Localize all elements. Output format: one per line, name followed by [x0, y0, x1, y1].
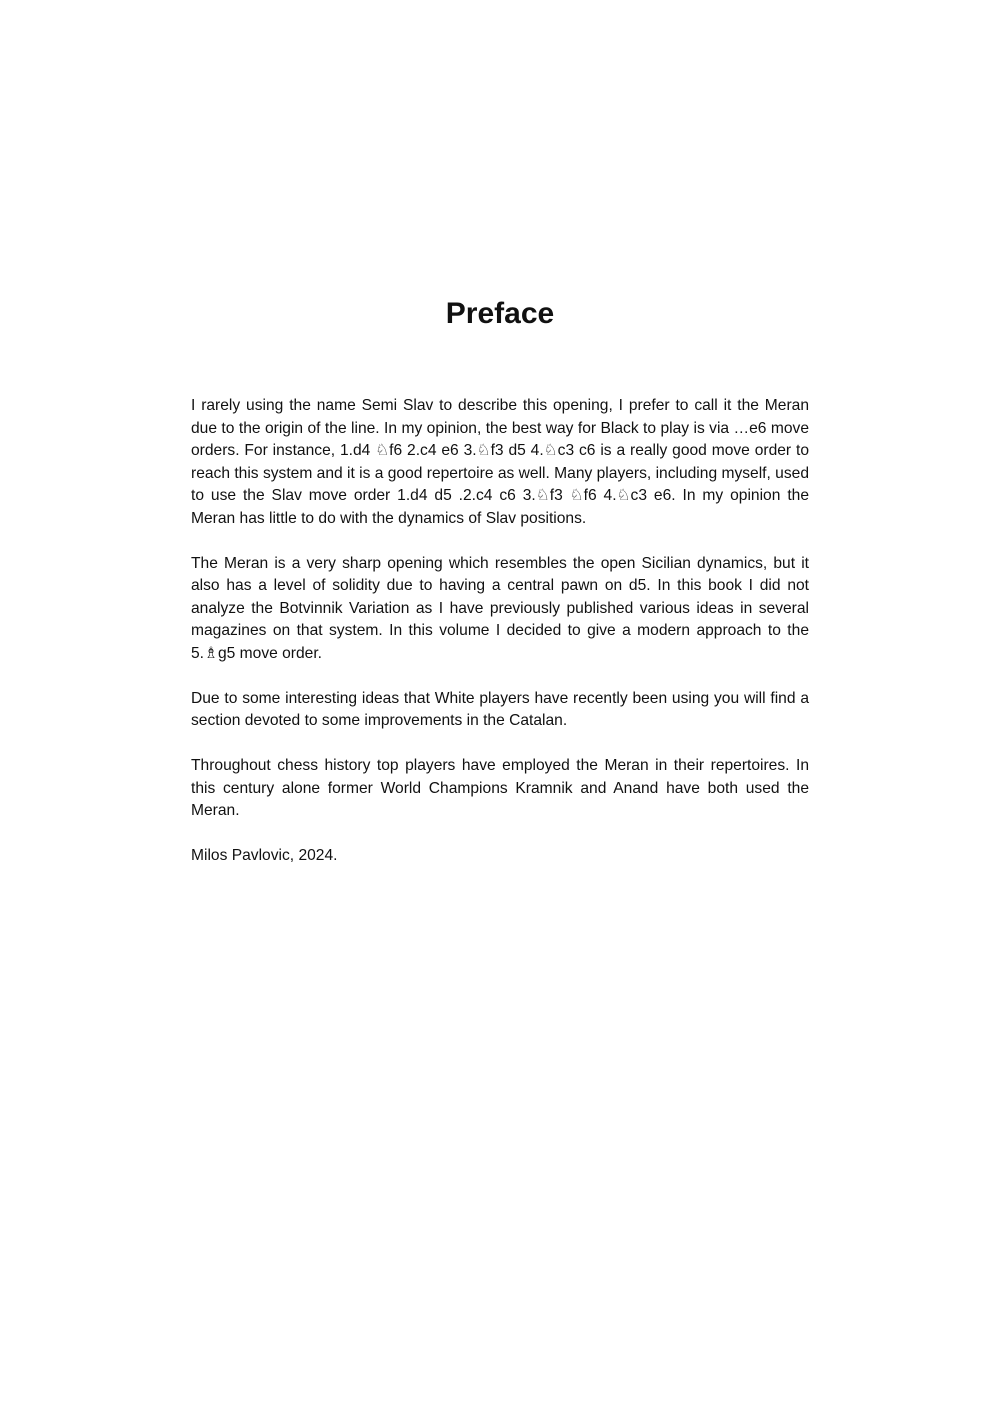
paragraph-intro: I rarely using the name Semi Slav to describe this opening, I prefer to call it the Meran due to the origin of the line. In my opinion, the best way for Black to play is via …e6 move orders. For instance, 1.d4 ♘f6 2.c4 e6 3.♘f3 d5 4.♘c3 c6 is a really good move order to reach this system and it is a good repertoire as well. Many players, including myself, used to use the Slav move order 1.d4 d5 .2.c4 c6 3.♘f3 ♘f6 4.♘c3 e6. In my opinion the Meran has little to do with the dynamics of Slav positions.: [191, 397, 809, 527]
author-signature: Milos Pavlovic, 2024.: [191, 847, 338, 864]
paragraph-meran-character: The Meran is a very sharp opening which resembles the open Sicilian dynamics, but it also has a level of solidity due to having a central pawn on d5. In this book I did not analyze the Botvinnik Variation as I have previously published various ideas in several magazines on that system. In this volume I decided to give a modern approach to the 5.♗g5 move order.: [191, 554, 809, 662]
page-title: Preface: [445, 297, 555, 330]
preface-body: [191, 395, 809, 890]
paragraph-catalan: Due to some interesting ideas that White players have recently been using you will find a section devoted to some improvements in the Catalan.: [191, 689, 809, 729]
paragraph-history: Throughout chess history top players have employed the Meran in their repertoires. In this century alone former World Champions Kramnik and Anand have both used the Meran.: [191, 757, 809, 819]
